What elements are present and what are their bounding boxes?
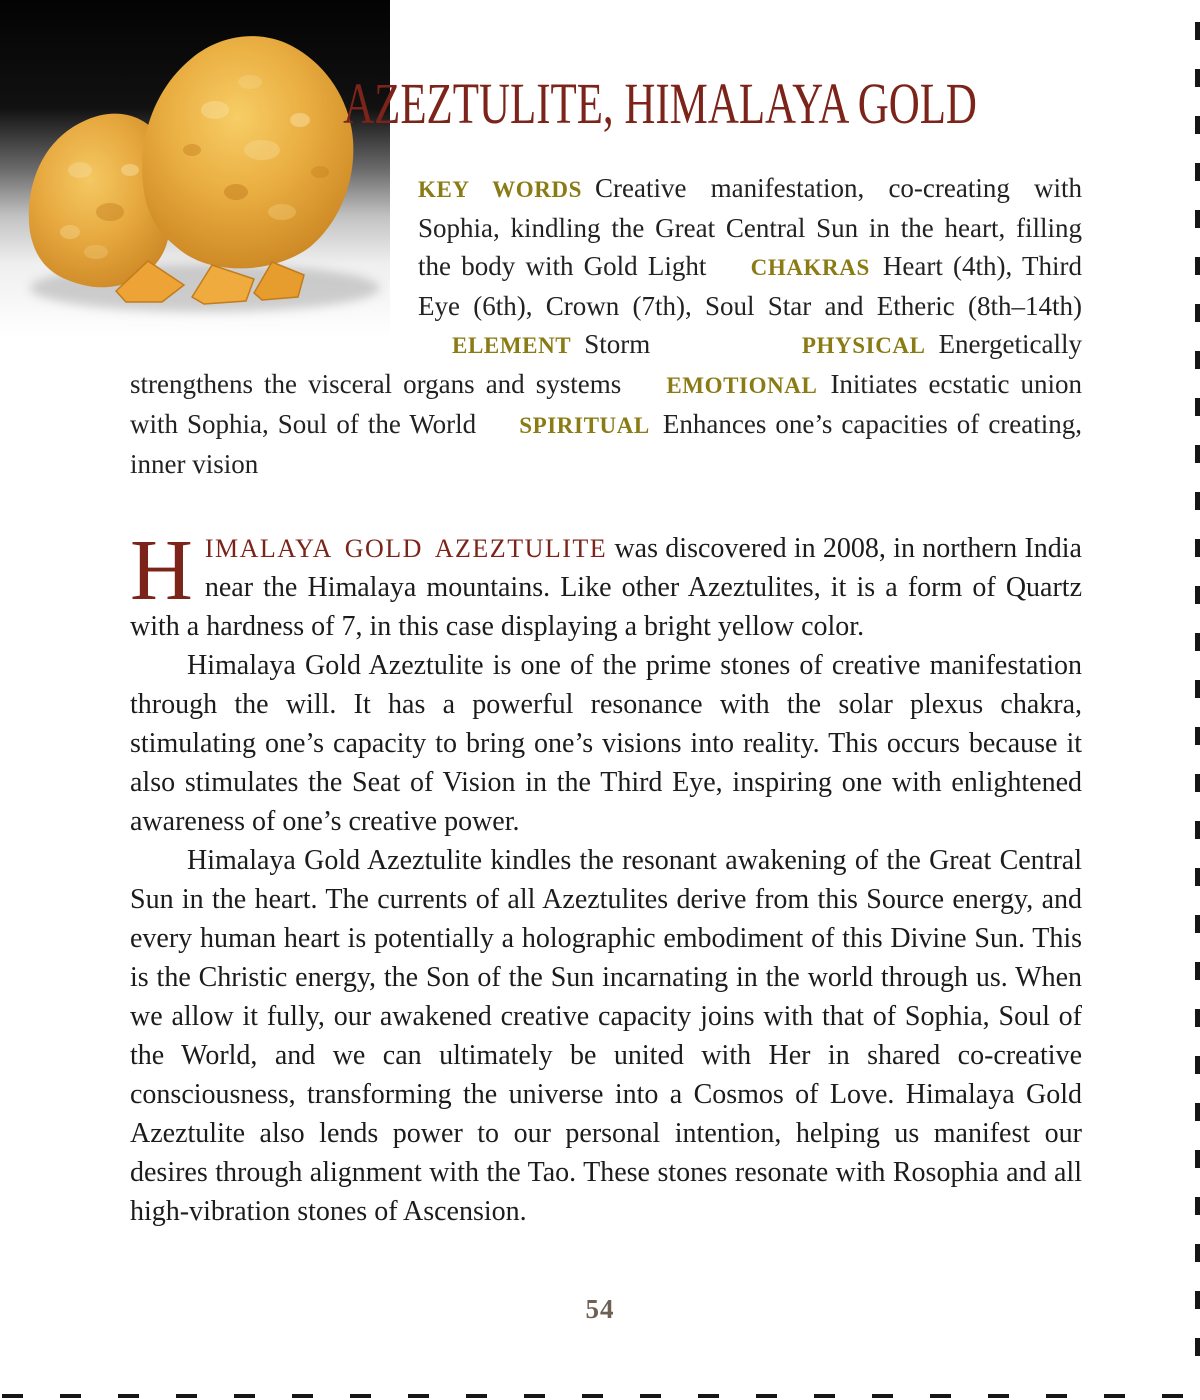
property-text-physical: Energetically strengthens the visceral organs and systems	[130, 329, 1082, 400]
property-text-spiritual: Enhances one’s capacities of creating, inner vision	[130, 409, 1083, 480]
property-label-element: ELEMENT	[452, 333, 572, 359]
property-text-chakras: Heart (4th), Third Eye (6th), Crown (7th), Soul Star and Etheric (8th–14th)	[418, 251, 1083, 322]
property-label-spiritual: SPIRITUAL	[519, 413, 650, 439]
body-text	[130, 521, 1082, 1231]
page-edge-ticks-right	[1195, 22, 1200, 1378]
paragraph-3: Himalaya Gold Azeztulite kindles the resonant awakening of the Great Central Sun in the heart. The currents of all Azeztulites derive from this Source energy, and every human heart is potentially a holographic embodiment of this Divine Sun. This is the Christic energy, the Son of the Sun incarnating in the world through us. When we allow it fully, our awakened creative capacity joins with that of Sophia, Soul of the World, and we can ultimately be united with Her in shared co-creative consciousness, transforming the universe into a Cosmos of Love. Himalaya Gold Azeztulite also lends power to our personal intention, helping us manifest our desires through alignment with the Tao. These stones resonate with Rosophia and all high-vibration stones of Ascension.	[130, 845, 1082, 1228]
paragraph-1-text: was discovered in 2008, in northern India near the Himalaya mountains. Like other Azeztulites, it is a form of Quartz with a hardness of 7, in this case displaying a bright yellow color.	[130, 533, 1082, 643]
drop-cap: H	[130, 521, 193, 619]
property-label-emotional: EMOTIONAL	[666, 373, 818, 399]
page-title: AZEZTULITE, HIMALAYA GOLD	[343, 71, 977, 136]
paragraph-2: Himalaya Gold Azeztulite is one of the prime stones of creative manifestation through the will. It has a powerful resonance with the solar plexus chakra, stimulating one’s capacity to bring one’s visions into reality. This occurs because it also stimulates the Seat of Vision in the Third Eye, inspiring one with enlightened awareness of one’s creative power.	[130, 650, 1082, 838]
paragraph-1	[130, 521, 1082, 646]
property-text-element: Storm	[584, 329, 651, 360]
property-label-physical: PHYSICAL	[801, 333, 926, 359]
property-label-key-words: KEY WORDS	[418, 177, 583, 203]
page-edge-ticks-bottom	[2, 1394, 1200, 1398]
stone-photo	[0, 0, 390, 338]
property-text-emotional: Initiates ecstatic union with Sophia, Soul of the World	[130, 369, 1083, 440]
paragraph-1-lead: IMALAYA GOLD AZEZTULITE	[204, 534, 608, 564]
page-number: 54	[585, 1294, 615, 1324]
property-text-key-words: Creative manifestation, co-creating with Sophia, kindling the Great Central Sun in the heart, filling the body with Gold Light	[418, 173, 1082, 282]
stone-photo-image	[0, 0, 390, 338]
property-label-chakras: CHAKRAS	[750, 255, 870, 281]
